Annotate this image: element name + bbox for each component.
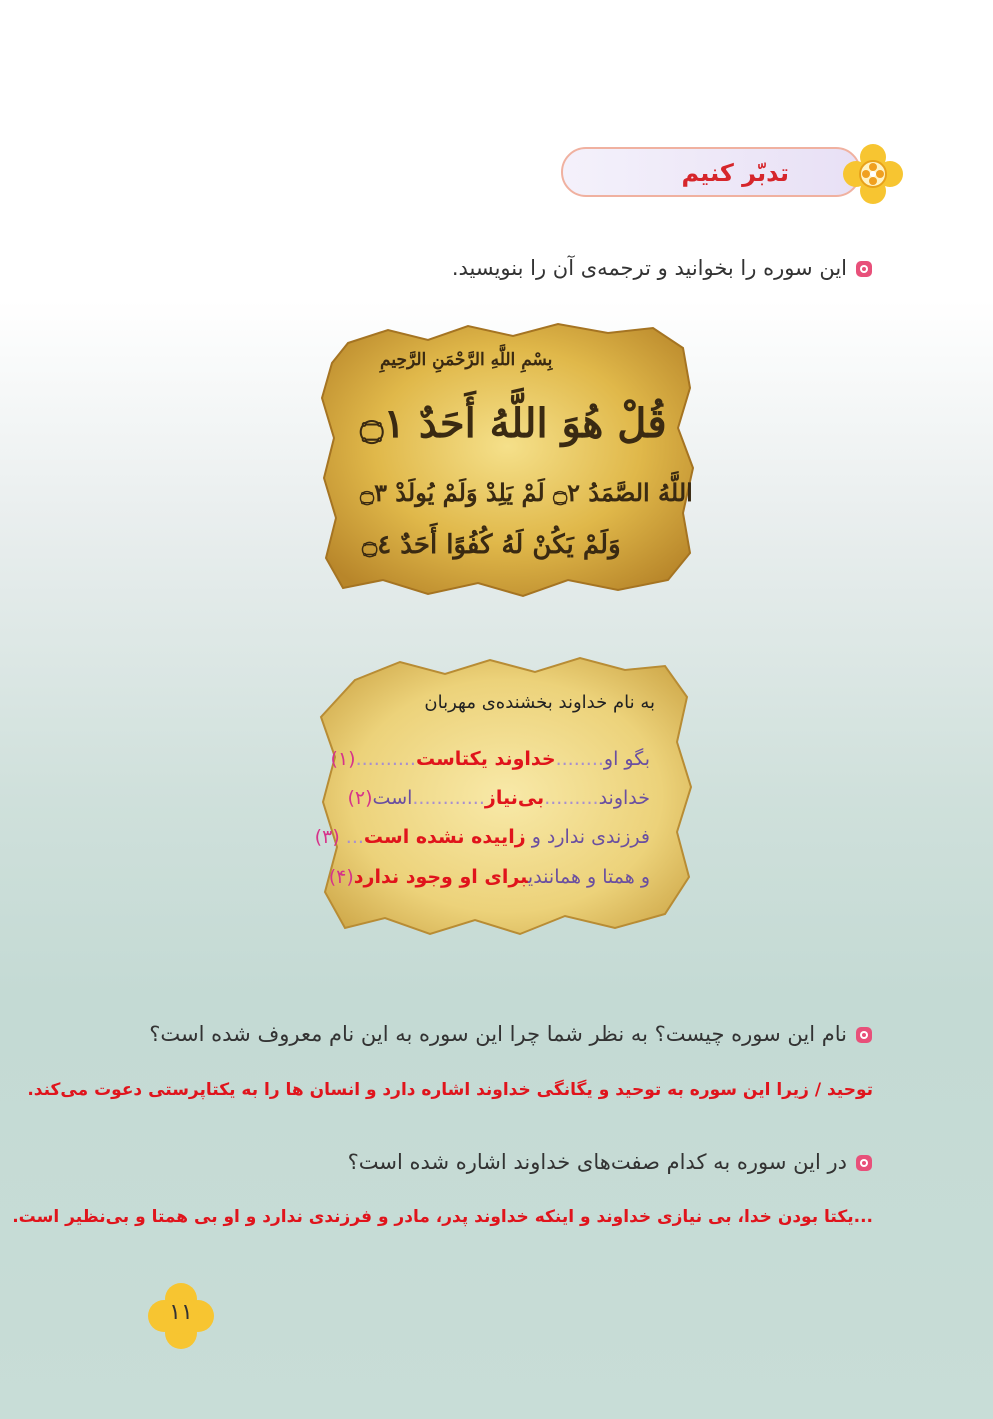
- flower-badge-icon: [843, 144, 903, 204]
- instruction-text: این سوره را بخوانید و ترجمه‌ی آن را بنویسید.: [451, 256, 847, 280]
- verse-4: وَلَمْ يَكُنْ لَهُ كُفُوًا أَحَدٌ ۝٤: [362, 530, 621, 560]
- section-title: تدبّر کنیم: [681, 159, 789, 187]
- answer-question-2: ...یکتا بودن خدا، بی نیازی خداوند و اینکه خداوند پدر، مادر و فرزندی ندارد و او بی همتا و بی‌نظیر است.: [12, 1207, 873, 1227]
- answer-question-1: توحید / زیرا این سوره به توحید و یگانگی خداوند اشاره دارد و انسان ها را به یکتاپرستی دعوت می‌کند.: [27, 1080, 873, 1100]
- question-2: [348, 1150, 873, 1174]
- bismillah: بِسْمِ اللَّهِ الرَّحْمَنِ الرَّحِيمِ: [380, 350, 553, 370]
- answer-4: برای او وجود ندارد: [353, 866, 528, 888]
- question-2-text: در این سوره به کدام صفت‌های خداوند اشاره شده است؟: [347, 1150, 847, 1174]
- translation-heading: به نام خداوند بخشنده‌ی مهربان: [424, 692, 655, 713]
- instruction-line: [452, 256, 873, 280]
- flower-bullet-icon: [855, 1026, 873, 1044]
- flower-bullet-icon: [855, 260, 873, 278]
- translation-line-1: بگو او........خداوند یکتاست..........(۱): [330, 748, 650, 770]
- verse-2-3: اللَّهُ الصَّمَدُ ۝٢ لَمْ يَلِدْ وَلَمْ يُولَدْ ۝٣: [360, 478, 693, 507]
- question-1: [149, 1022, 873, 1046]
- translation-line-3: فرزندی ندارد و زاییده نشده است... (۳): [314, 826, 650, 848]
- page-number: ۱۱: [169, 1300, 193, 1325]
- translation-line-4: و همتا و همانندیبرای او وجود ندارد(۴): [328, 866, 650, 888]
- section-header-pill: [561, 147, 861, 197]
- question-1-text: نام این سوره چیست؟ به نظر شما چرا این سوره به این نام معروف شده است؟: [149, 1022, 847, 1046]
- translation-line-2: خداوند.........بی‌نیاز............است(۲): [347, 787, 650, 809]
- flower-bullet-icon: [855, 1154, 873, 1172]
- answer-1: خداوند یکتاست: [415, 748, 556, 770]
- verse-1: قُلْ هُوَ اللَّهُ أَحَدٌ ۝١: [360, 400, 667, 447]
- answer-2: بی‌نیاز: [484, 787, 545, 809]
- answer-3: زاییده نشده است: [363, 826, 526, 848]
